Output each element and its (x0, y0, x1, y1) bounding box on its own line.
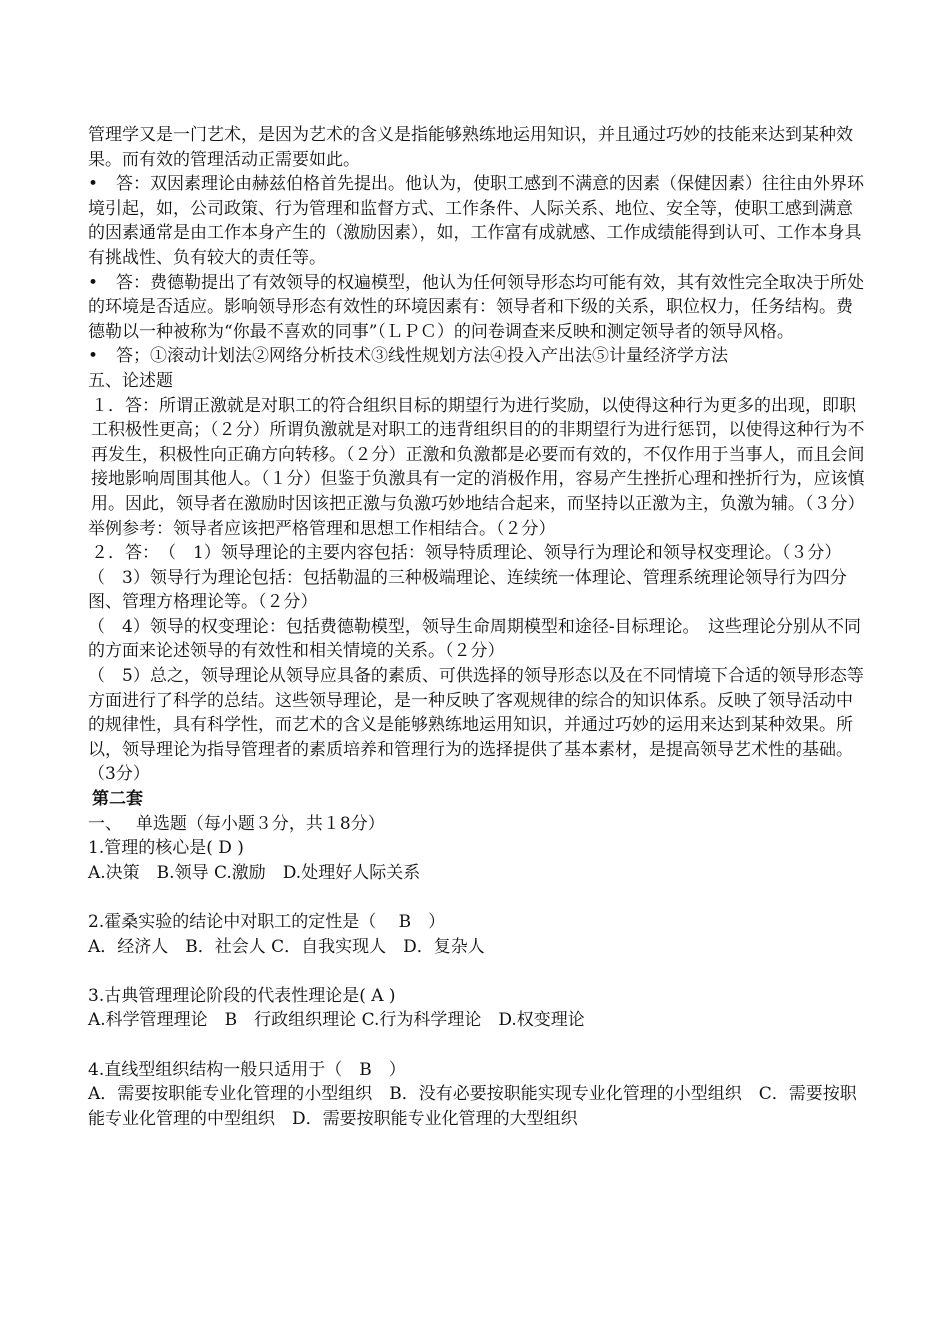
paragraph-art-definition: 管理学又是一门艺术，是因为艺术的含义是指能够熟练地运用知识，并且通过巧妙的技能来达到某种效果。而有效的管理活动正需要如此。 (88, 125, 853, 170)
essay-answer-1: １．答：所谓正激就是对职工的符合组织目标的期望行为进行奖励，以使得这种行为更多的出现，即职工积极性更高；（２分）所谓负激就是对职工的违背组织目的的非期望行为进行惩罚，以使得这种行为不再发生，积极性向正确方向转移。（２分）正激和负激都是必要而有效的，不仅作用于当事人，而且会间接地影响周围其他人。（１分）但鉴于负激具有一定的消极作用，容易产生挫折心理和挫折行为，应该慎用。因此，领导者在激励时因该把正激与负激巧妙地结合起来，而坚持以正激为主，负激为辅。（３分） (91, 395, 865, 514)
essay-answer-2-part-3: （ 3）领导行为理论包括：包括勒温的三种极端理论、连续统一体理论、管理系统理论领导行为四分图、管理方格理论等。（２分） (88, 567, 847, 613)
bullet-answer-methods (88, 344, 868, 369)
question-2: 2.霍桑实验的结论中对职工的定性是（ B ） (88, 912, 446, 932)
bullet-icon: • (88, 174, 99, 195)
blank-line (88, 885, 868, 910)
set-two-heading: 第二套 (92, 789, 143, 810)
essay-answer-2-part-5: （ 5）总之，领导理论从领导应具备的素质、可供选择的领导形态以及在不同情境下合适的领导形态等方面进行了科学的总结。这些领导理论，是一种反映了客观规律的综合的知识体系。反映了领导活动中的规律性，具有科学性，而艺术的含义是能够熟练地运用知识，并通过巧妙的运用来达到某种效果。所以，领导理论为指导管理者的素质培养和管理行为的选择提供了基本素材，是提高领导艺术性的基础。（3分） (88, 666, 864, 785)
blank-line (88, 959, 868, 984)
bullet-answer-fiedler (88, 271, 868, 345)
bullet-text: 答；①滚动计划法②网络分析技术③线性规划方法④投入产出法⑤计量经济学方法 (116, 346, 728, 367)
section-single-choice: 一、 单选题（每小题３分，共１8分） (88, 813, 385, 834)
bullet-text: 答：双因素理论由赫兹伯格首先提出。他认为，使职工感到不满意的因素（保健因素）往往由外界环境引起，如，公司政策、行为管理和监督方式、工作条件、人际关系、地位、安全等，使职工感到满意的因素通常是由工作本身产生的（激励因素），如，工作富有成就感、工作成绩能得到认可、工作本身具有挑战性、负有较大的责任等。 (88, 174, 864, 268)
question-2-options: A．经济人 B．社会人 C．自我实现人 D．复杂人 (88, 936, 485, 957)
section-heading-essay: 五、论述题 (88, 370, 173, 391)
question-3: 3.古典管理理论阶段的代表性理论是( A ) (88, 985, 396, 1006)
question-4: 4.直线型组织结构一般只适用于（ B ） (88, 1059, 406, 1080)
essay-answer-2: ２．答： （ 1）领导理论的主要内容包括：领导特质理论、领导行为理论和领导权变理论。（３分） (91, 543, 842, 564)
question-3-options: A.科学管理理论 B 行政组织理论 C.行为科学理论 D.权变理论 (88, 1010, 585, 1031)
bullet-icon: • (88, 272, 99, 293)
question-1-options: A.决策 B.领导 C.激励 D.处理好人际关系 (88, 862, 421, 883)
bullet-text: 答：费德勒提出了有效领导的权遍模型，他认为任何领导形态均可能有效，其有效性完全取决于所处的环境是否适应。影响领导形态有效性的环境因素有：领导者和下级的关系，职位权力，任务结构。费德勒以一种被称为“你最不喜欢的同事”（ＬＰＣ）的问卷调查来反映和测定领导者的领导风格。 (88, 272, 864, 342)
question-4-options: A．需要按职能专业化管理的小型组织 B．没有必要按职能实现专业化管理的小型组织 C．需要按职能专业化管理的中型组织 D．需要按职能专业化管理的大型组织 (88, 1084, 857, 1129)
blank-line (88, 1033, 868, 1058)
bullet-icon: • (88, 346, 99, 367)
document-page (88, 123, 868, 1131)
essay-answer-2-part-4: （ 4）领导的权变理论：包括费德勒模型，领导生命周期模型和途径-目标理论。 这些理论分别从不同的方面来论述领导的有效性和相关情境的关系。（２分） (88, 616, 862, 662)
essay-example-reference: 举例参考：领导者应该把严格管理和思想工作相结合。（２分） (88, 518, 556, 539)
question-1: 1.管理的核心是( D ) (88, 838, 244, 859)
bullet-answer-two-factor (88, 172, 868, 270)
